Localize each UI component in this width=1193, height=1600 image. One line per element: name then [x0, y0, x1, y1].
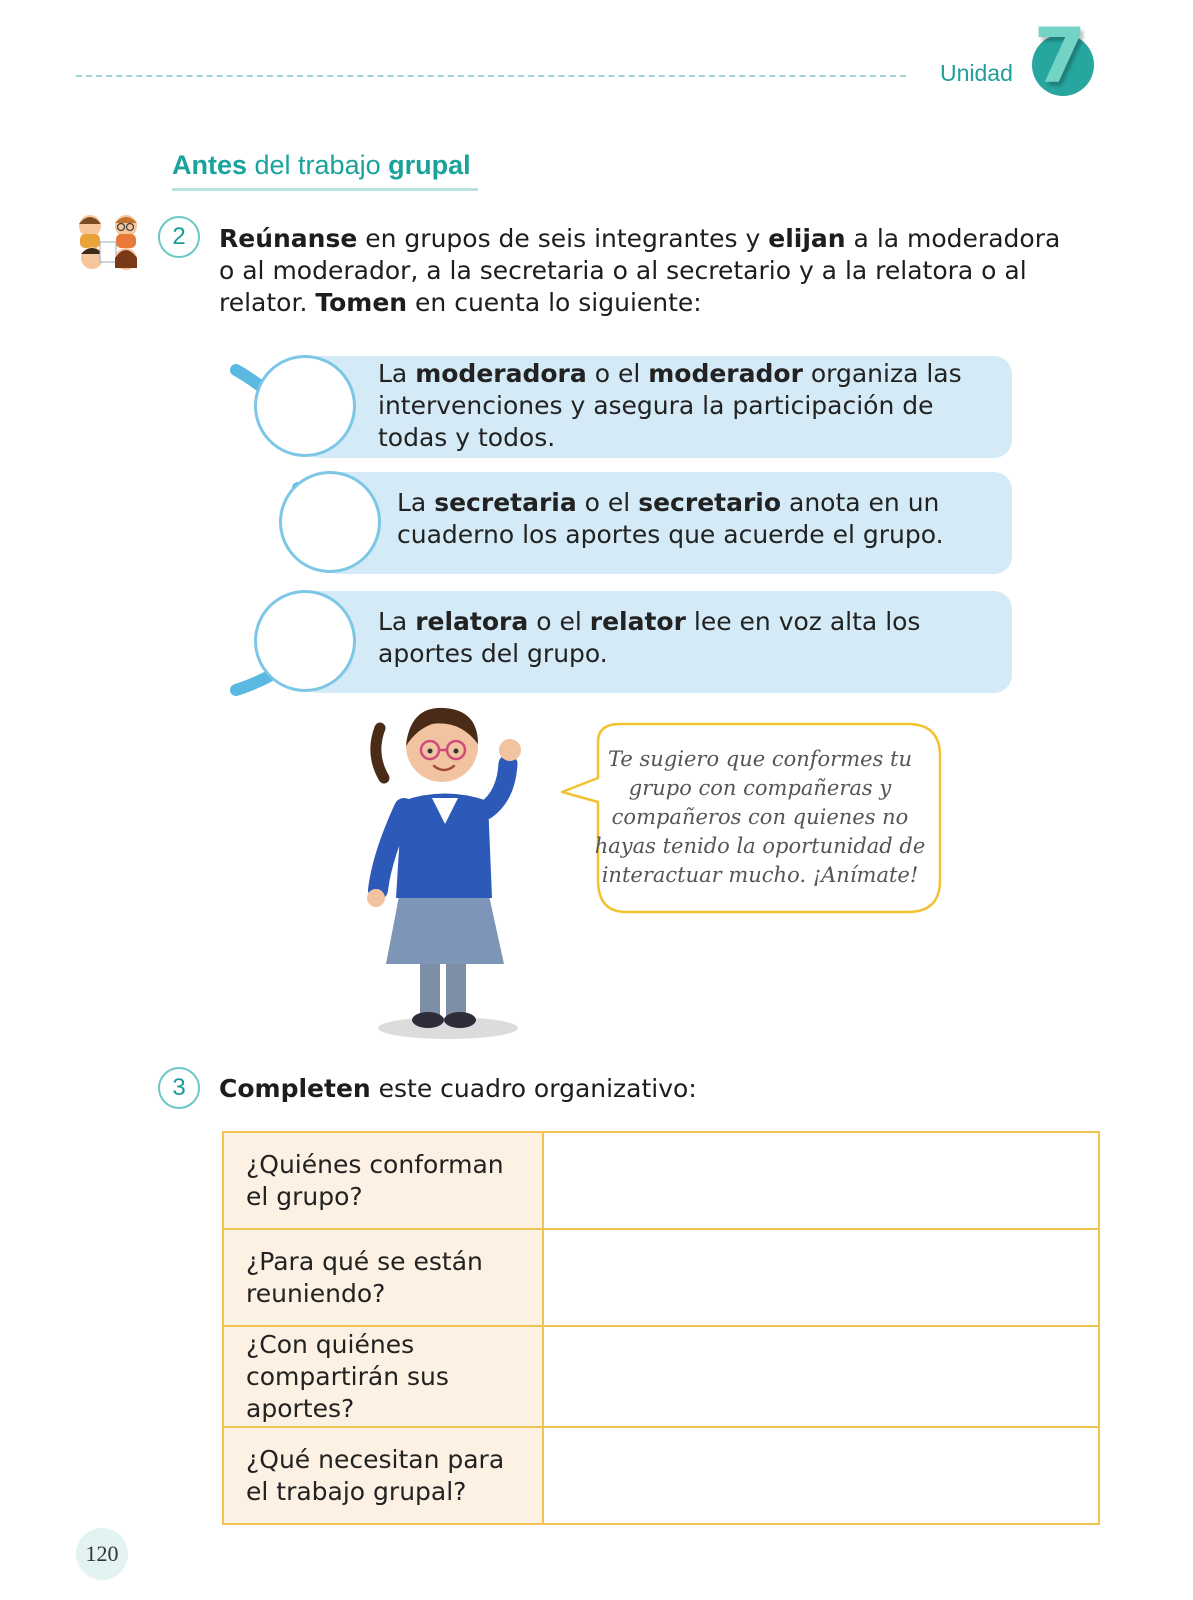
table-row	[223, 1229, 1099, 1326]
speech-bubble-text: Te sugiero que conformes tu grupo con compañeras y compañeros con quienes no hayas tenido la oportunidad de interactuar mucho. ¡Anímate!	[594, 747, 926, 887]
role-text-reporter: La relatora o el relator lee en voz alta los aportes del grupo.	[378, 607, 921, 668]
instruction-text-1: en grupos de seis integrantes y	[357, 224, 769, 253]
table-answer-cell[interactable]	[543, 1132, 1099, 1229]
table-question-cell: ¿Con quiénes compartirán sus aportes?	[223, 1326, 543, 1427]
section-title-part2: del trabajo	[247, 150, 389, 180]
role-relatora: relatora	[415, 607, 529, 636]
role-text-secretary: La secretaria o el secretario anota en un cuaderno los aportes que acuerde el grupo.	[397, 488, 944, 549]
girl-illustration	[360, 706, 540, 1042]
table-row	[223, 1427, 1099, 1524]
role-moderadora: moderadora	[415, 359, 587, 388]
table-row	[223, 1326, 1099, 1427]
role-circle-reporter	[254, 590, 356, 692]
activity-3-instruction	[219, 1073, 1079, 1105]
activity-3-number: 3	[158, 1067, 200, 1109]
table-question-cell: ¿Quiénes conforman el grupo?	[223, 1132, 543, 1229]
role-relator: relator	[589, 607, 686, 636]
table-answer-cell[interactable]	[543, 1427, 1099, 1524]
section-title-part1: Antes	[172, 150, 248, 180]
role-circle-moderator	[254, 355, 356, 457]
role-moderador: moderador	[648, 359, 803, 388]
instruction-verb-tomen: Tomen	[315, 288, 408, 317]
instruction-verb-completen: Completen	[219, 1074, 371, 1103]
instruction-text-2: a la moderadora o al moderador, a la secretaria o al secretario y a la relatora o al relator.	[219, 224, 1061, 317]
instruction-verb-elijan: elijan	[768, 224, 846, 253]
group-work-icon	[76, 212, 142, 274]
table-question-cell: ¿Para qué se están reuniendo?	[223, 1229, 543, 1326]
instruction-text-3: en cuenta lo siguiente:	[407, 288, 702, 317]
role-circle-secretary	[279, 471, 381, 573]
instruction-verb-reunanse: Reúnanse	[219, 224, 358, 253]
activity-2-number: 2	[158, 216, 200, 258]
section-title-underline	[172, 188, 478, 191]
header-dashed-line	[76, 75, 906, 77]
role-text-moderator: La moderadora o el moderador organiza las intervenciones y asegura la participación de todas y todos.	[378, 359, 962, 452]
table-answer-cell[interactable]	[543, 1326, 1099, 1427]
section-title	[172, 150, 471, 181]
activity-3-text: este cuadro organizativo:	[370, 1074, 697, 1103]
table-question-cell: ¿Qué necesitan para el trabajo grupal?	[223, 1427, 543, 1524]
role-secretario: secretario	[638, 488, 782, 517]
activity-2-instruction	[219, 223, 1079, 319]
role-secretaria: secretaria	[434, 488, 577, 517]
table-row	[223, 1132, 1099, 1229]
page-number: 120	[85, 1541, 119, 1566]
organizational-table	[222, 1131, 1100, 1525]
unit-number: 7	[1033, 11, 1087, 100]
section-title-part3: grupal	[388, 150, 471, 180]
unit-label: Unidad	[940, 60, 1013, 86]
table-answer-cell[interactable]	[543, 1229, 1099, 1326]
